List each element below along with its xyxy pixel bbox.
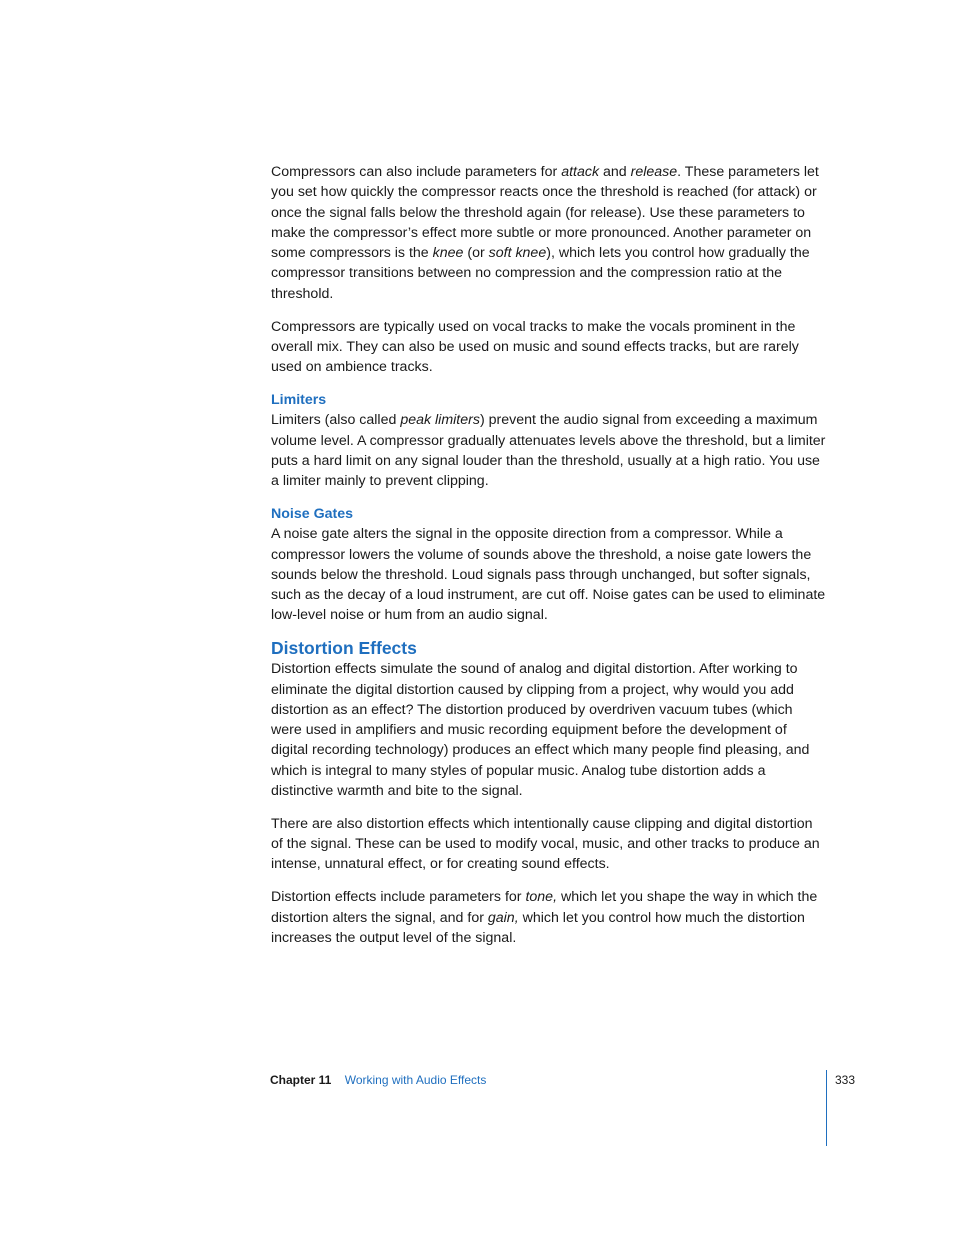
page-number: 333	[835, 1073, 856, 1087]
chapter-title: Working with Audio Effects	[344, 1073, 487, 1087]
chapter-label: Chapter 11	[270, 1073, 332, 1087]
emphasis-term: knee	[432, 245, 464, 262]
intro-paragraph-1: Compressors can also include parameters for attack and release. These parameters let you set how quickly the compressor reacts once the threshold is reached (for attack) or once the signal falls below the threshold again (for release). Use these parameters to make the compressor’s effect more subtle or more pronounced. Another parameter on some compressors is the knee (or soft knee), which lets you control how gradually the compressor transitions between no compression and the compression ratio at the threshold.	[271, 164, 819, 302]
page-footer	[270, 1072, 486, 1088]
distortion-paragraph-3: Distortion effects include parameters for tone, which let you shape the way in which the distortion alters the signal, and for gain, which let you control how much the distortion increases the output level of the signal.	[271, 889, 818, 946]
distortion-effects-heading: Distortion Effects	[271, 638, 417, 659]
noise-gates-paragraph: A noise gate alters the signal in the opposite direction from a compressor. While a compressor lowers the volume of sounds above the threshold, a noise gate lowers the sounds below the threshold. Loud signals pass through unchanged, but softer signals, such as the decay of a loud instrument, are cut off. Noise gates can be used to eliminate low-level noise or hum from an audio signal.	[271, 526, 826, 624]
limiters-heading: Limiters	[271, 391, 327, 408]
distortion-paragraph-2: There are also distortion effects which intentionally cause clipping and digital distortion of the signal. These can be used to modify vocal, music, and other tracks to produce an intense, unnatural effect, or for creating sound effects.	[271, 815, 820, 873]
intro-paragraph-2: Compressors are typically used on vocal tracks to make the vocals prominent in the overall mix. They can also be used on music and sound effects tracks, but are rarely used on ambience tracks.	[271, 318, 799, 376]
limiters-paragraph: Limiters (also called peak limiters) prevent the audio signal from exceeding a maximum volume level. A compressor gradually attenuates levels above the threshold, but a limiter puts a hard limit on any signal louder than the threshold, usually at a high ratio. You use a limiter mainly to prevent clipping.	[271, 412, 826, 490]
page-content	[271, 162, 827, 961]
emphasis-term: tone,	[525, 889, 558, 906]
emphasis-term: release	[630, 164, 678, 180]
emphasis-term: peak limiters	[400, 412, 480, 429]
emphasis-term: attack	[561, 164, 600, 180]
distortion-paragraph-1: Distortion effects simulate the sound of analog and digital distortion. After working to eliminate the digital distortion caused by clipping from a project, why would you add distortion as an effect? The distortion produced by overdriven vacuum tubes (which were used in amplifiers and music recording equipment before the development of digital recording technology) produces an effect which many people find pleasing, and which is integral to many styles of popular music. Analog tube distortion adds a distinctive warmth and bite to the signal.	[271, 661, 810, 800]
page-number-divider	[826, 1070, 827, 1146]
emphasis-term: gain,	[487, 909, 519, 926]
emphasis-term: soft knee	[488, 245, 547, 262]
noise-gates-heading: Noise Gates	[271, 505, 354, 522]
